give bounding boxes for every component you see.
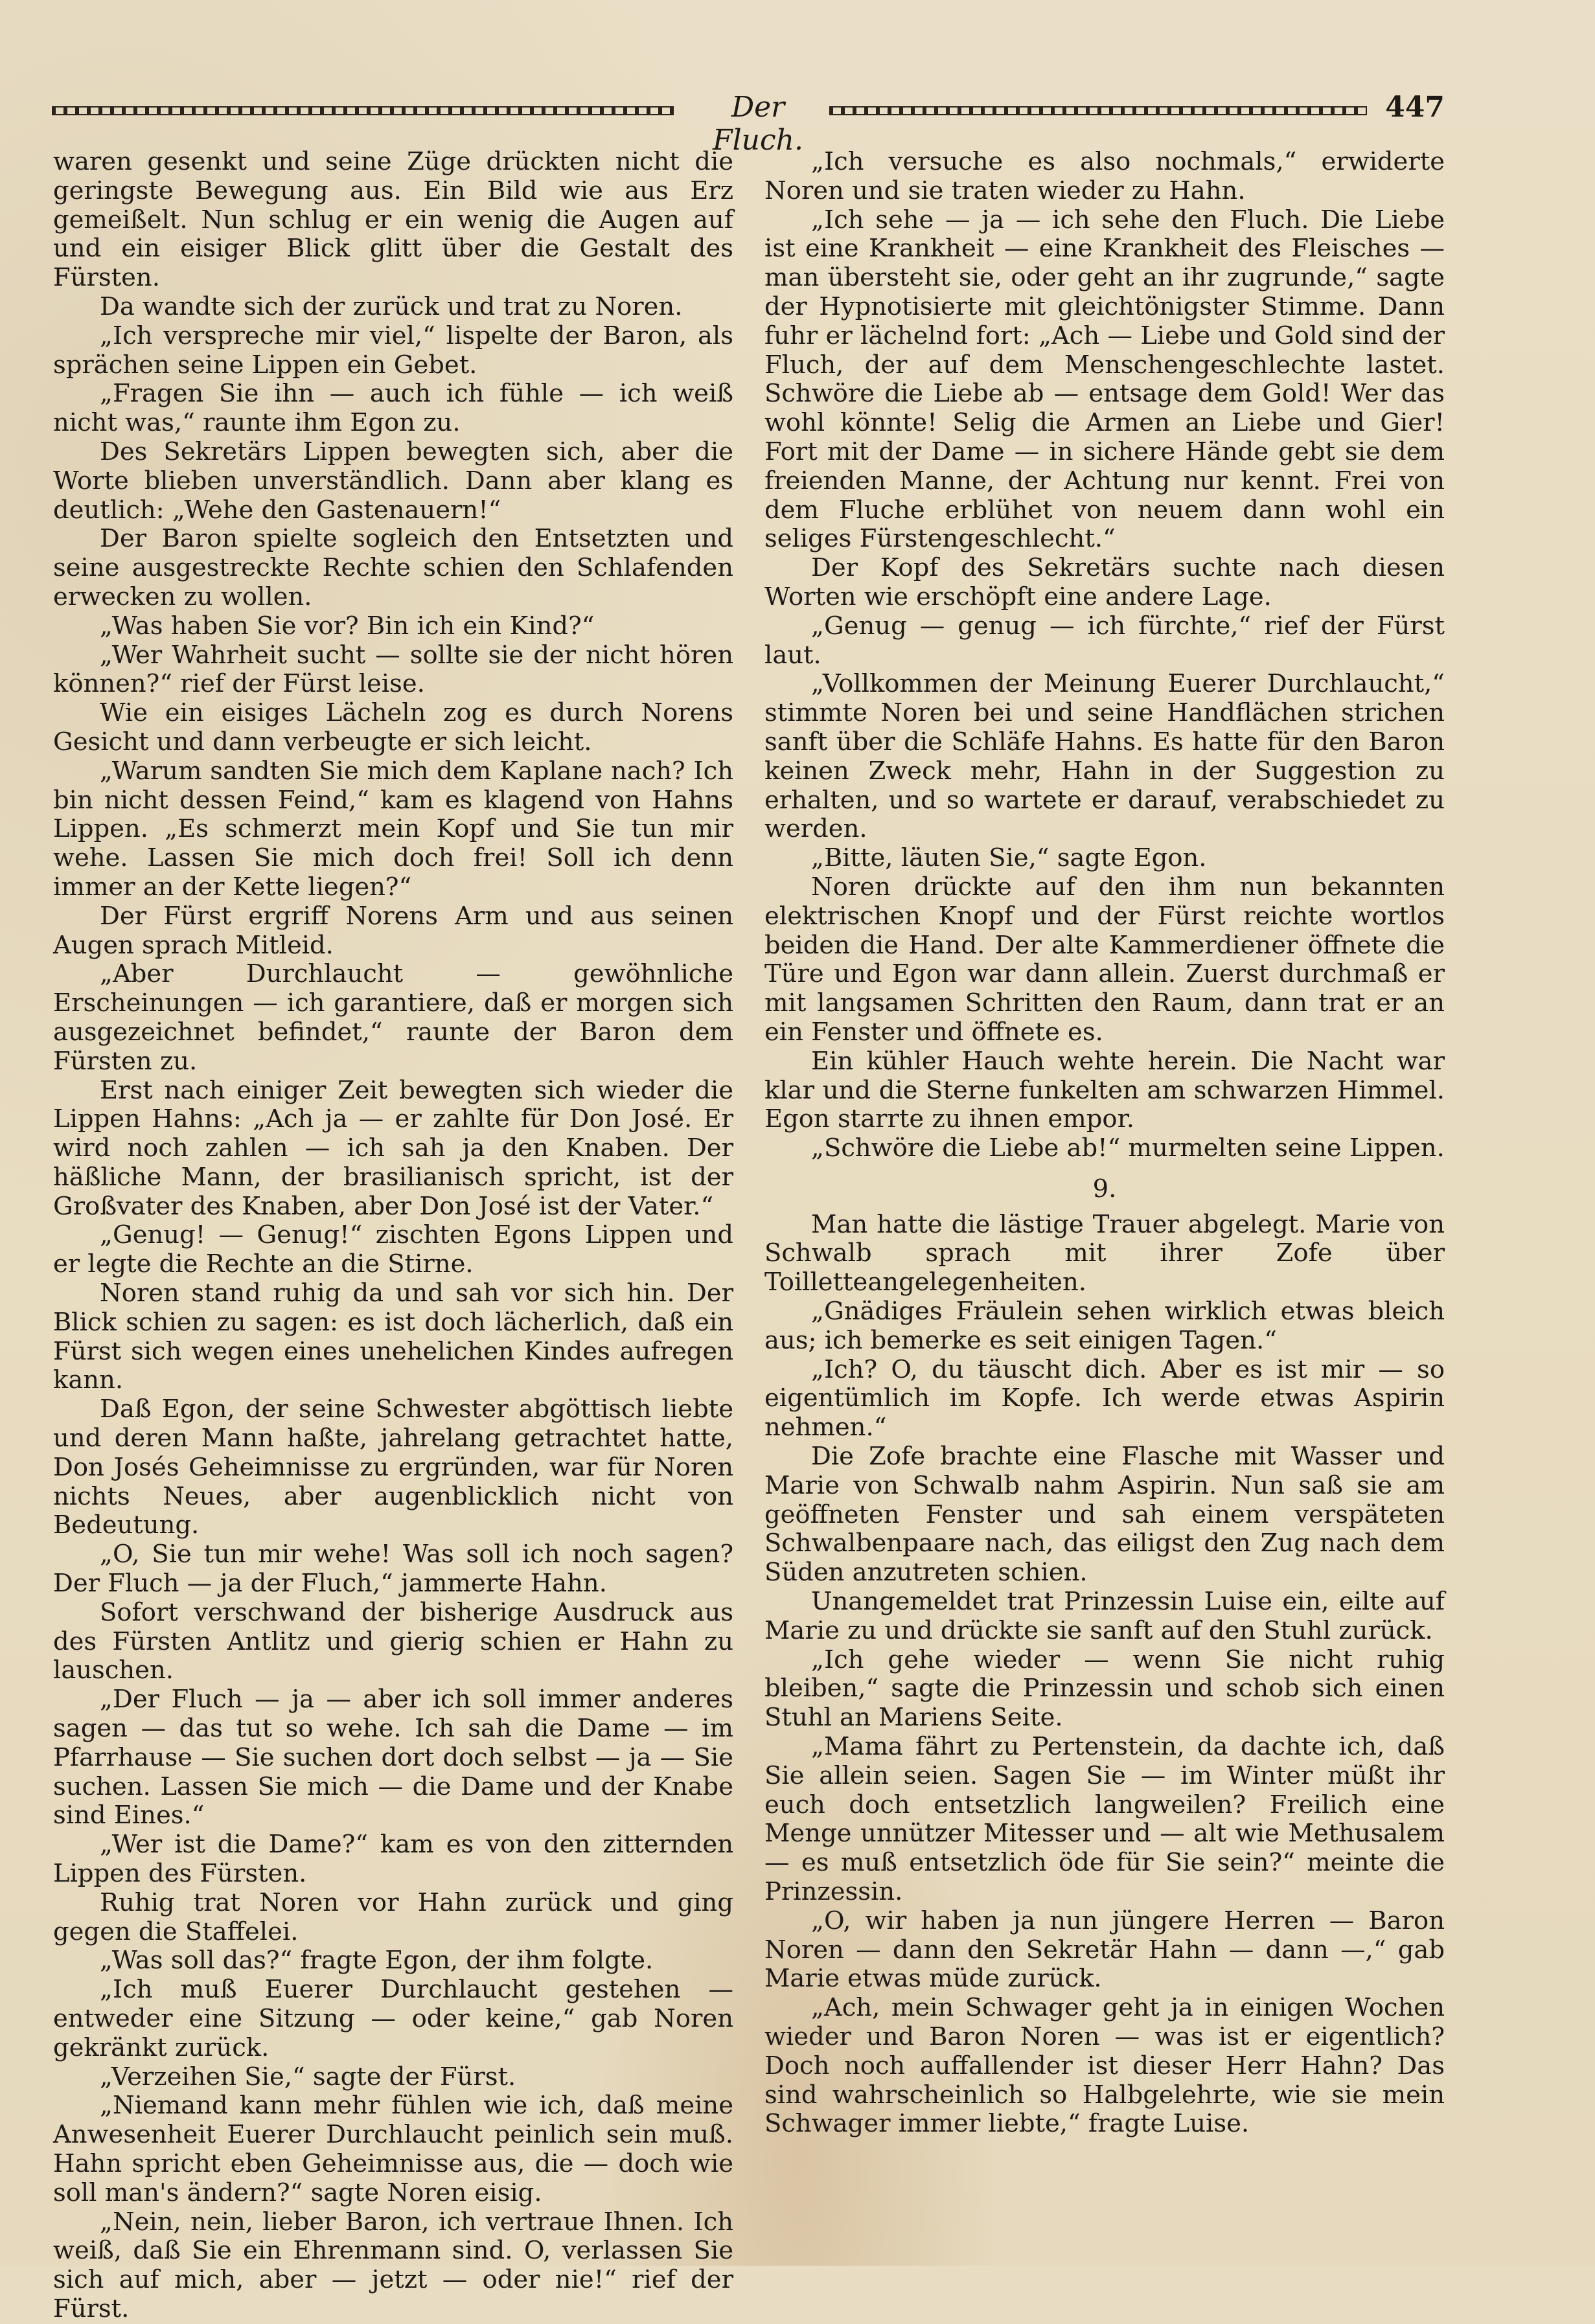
- paragraph: „Ich sehe — ja — ich sehe den Fluch. Die Liebe ist eine Krankheit — eine Krankheit des Fleisches — man übersteht sie, oder geht an ihr zugrunde,“ sagte der Hypnotisierte mit gleichtönigster Stimme. Dann fuhr er lächelnd fort: „Ach — Liebe und Gold sind der Fluch, der auf dem Menschengeschlechte lastet. Schwöre die Liebe ab — entsage dem Gold! Wer das wohl könnte! Selig die Armen an Liebe und Gier! Fort mit der Dame — in sichere Hände gebt sie dem freienden Manne, der Achtung nur kennt. Frei von dem Fluche erblühet von neuem dann wohl ein seliges Fürstengeschlecht.“: [764, 205, 1445, 554]
- header-ornament-left: [52, 106, 674, 115]
- paragraph: Noren drückte auf den ihm nun bekannten elektrischen Knopf und der Fürst reichte wortlos beiden die Hand. Der alte Kammerdiener öffnete die Türe und Egon war dann allein. Zuerst durchmaß er mit langsamen Schritten den Raum, dann trat er an ein Fenster und öffnete es.: [764, 872, 1445, 1047]
- page-number: 447: [1385, 91, 1445, 124]
- header-ornament-right: [829, 106, 1367, 115]
- section-heading: 9.: [1092, 1174, 1117, 1203]
- paragraph: „Nein, nein, lieber Baron, ich vertraue Ihnen. Ich weiß, daß Sie ein Ehrenmann sind. O, verlassen Sie sich auf mich, aber — jetzt — oder nie!“ rief der Fürst.: [53, 2207, 733, 2323]
- paragraph: Da wandte sich der zurück und trat zu Noren.: [100, 291, 683, 321]
- paragraph: „Ich muß Euerer Durchlaucht gestehen — entweder eine Sitzung — oder keine,“ gab Noren gekränkt zurück.: [53, 1975, 733, 2062]
- paragraph: „Ach, mein Schwager geht ja in einigen Wochen wieder und Baron Noren — was ist er eigentlich? Doch noch auffallender ist dieser Herr Hahn? Das sind wahrscheinlich so Halbgelehrte, wie sie mein Schwager immer liebte,“ fragte Luise.: [764, 1993, 1445, 2139]
- paragraph: „Schwöre die Liebe ab!“ murmelten seine Lippen.: [811, 1134, 1445, 1163]
- paragraph: „Genug! — Genug!“ zischten Egons Lippen und er legte die Rechte an die Stirne.: [53, 1220, 733, 1279]
- paragraph: Erst nach einiger Zeit bewegten sich wieder die Lippen Hahns: „Ach ja — er zahlte für Don José. Er wird noch zahlen — ich sah ja den Knaben. Der häßliche Mann, der brasilianisch spricht, ist der Großvater des Knaben, aber Don José ist der Vater.“: [53, 1075, 733, 1221]
- paragraph: waren gesenkt und seine Züge drückten nicht die geringste Bewegung aus. Ein Bild wie aus Erz gemeißelt. Nun schlug er ein wenig die Augen auf und ein eisiger Blick glitt über die Gestalt des Fürsten.: [53, 147, 733, 293]
- running-title: Der Fluch.: [713, 91, 803, 157]
- paragraph: „Wer ist die Dame?“ kam es von den zitternden Lippen des Fürsten.: [53, 1830, 733, 1889]
- left-column: [53, 148, 733, 2324]
- paragraph: „Vollkommen der Meinung Euerer Durchlaucht,“ stimmte Noren bei und seine Handflächen strichen sanft über die Schläfe Hahns. Es hatte für den Baron keinen Zweck mehr, Hahn in der Suggestion zu erhalten, und so wartete er darauf, verabschiedet zu werden.: [764, 669, 1445, 844]
- running-header: [52, 91, 1445, 157]
- paragraph: „Was soll das?“ fragte Egon, der ihm folgte.: [100, 1946, 654, 1976]
- paragraph: Ein kühler Hauch wehte herein. Die Nacht war klar und die Sterne funkelten am schwarzen Himmel. Egon starrte zu ihnen empor.: [764, 1046, 1445, 1134]
- paragraph: „Ich gehe wieder — wenn Sie nicht ruhig bleiben,“ sagte die Prinzessin und schob sich einen Stuhl an Mariens Seite.: [764, 1645, 1445, 1733]
- paragraph: „Fragen Sie ihn — auch ich fühle — ich weiß nicht was,“ raunte ihm Egon zu.: [53, 379, 733, 438]
- paragraph: „Der Fluch — ja — aber ich soll immer anderes sagen — das tut so wehe. Ich sah die Dame — im Pfarrhause — Sie suchen dort doch selbst — ja — Sie suchen. Lassen Sie mich — die Dame und der Knabe sind Eines.“: [53, 1685, 733, 1830]
- paragraph: „Verzeihen Sie,“ sagte der Fürst.: [100, 2062, 516, 2091]
- paragraph: „O, Sie tun mir wehe! Was soll ich noch sagen? Der Fluch — ja der Fluch,“ jammerte Hahn.: [53, 1540, 733, 1599]
- paragraph: „Gnädiges Fräulein sehen wirklich etwas bleich aus; ich bemerke es seit einigen Tagen.“: [764, 1297, 1445, 1355]
- paragraph: „Ich? O, du täuscht dich. Aber es ist mir — so eigentümlich im Kopfe. Ich werde etwas Aspirin nehmen.“: [764, 1354, 1445, 1442]
- paragraph: Der Baron spielte sogleich den Entsetzten und seine ausgestreckte Rechte schien den Schlafenden erwecken zu wollen.: [53, 524, 733, 611]
- paragraph: „Niemand kann mehr fühlen wie ich, daß meine Anwesenheit Euerer Durchlaucht peinlich sein muß. Hahn spricht eben Geheimnisse aus, die — doch wie soll man's ändern?“ sagte Noren eisig.: [53, 2091, 733, 2207]
- paragraph: „O, wir haben ja nun jüngere Herren — Baron Noren — dann den Sekretär Hahn — dann —,“ gab Marie etwas müde zurück.: [764, 1906, 1445, 1994]
- paragraph: „Ich verspreche mir viel,“ lispelte der Baron, als sprächen seine Lippen ein Gebet.: [53, 321, 733, 380]
- paragraph: „Mama fährt zu Pertenstein, da dachte ich, daß Sie allein seien. Sagen Sie — im Winter müßt ihr euch doch entsetzlich langweilen? Freilich eine Menge unnützer Mitesser und — alt wie Methusalem — es muß entsetzlich öde für Sie sein?“ meinte die Prinzessin.: [764, 1732, 1445, 1907]
- paragraph: „Warum sandten Sie mich dem Kaplane nach? Ich bin nicht dessen Feind,“ kam es klagend von Hahns Lippen. „Es schmerzt mein Kopf und Sie tun mir wehe. Lassen Sie mich doch frei! Soll ich denn immer an der Kette liegen?“: [53, 756, 733, 902]
- paragraph: Daß Egon, der seine Schwester abgöttisch liebte und deren Mann haßte, jahrelang getrachtet hatte, Don Josés Geheimnisse zu ergründen, war für Noren nichts Neues, aber augenblicklich nicht von Bedeutung.: [53, 1395, 733, 1540]
- right-column: [764, 148, 1445, 2139]
- paragraph: Der Fürst ergriff Norens Arm und aus seinen Augen sprach Mitleid.: [53, 901, 733, 960]
- paragraph: Noren stand ruhig da und sah vor sich hin. Der Blick schien zu sagen: es ist doch lächerlich, daß ein Fürst sich wegen eines unehelichen Kindes aufregen kann.: [53, 1279, 733, 1395]
- paragraph: „Was haben Sie vor? Bin ich ein Kind?“: [100, 611, 595, 641]
- paragraph: „Wer Wahrheit sucht — sollte sie der nicht hören können?“ rief der Fürst leise.: [53, 640, 733, 699]
- paragraph: Unangemeldet trat Prinzessin Luise ein, eilte auf Marie zu und drückte sie sanft auf den Stuhl zurück.: [764, 1587, 1445, 1645]
- paragraph: „Genug — genug — ich fürchte,“ rief der Fürst laut.: [764, 611, 1445, 670]
- paragraph: Wie ein eisiges Lächeln zog es durch Norens Gesicht und dann verbeugte er sich leicht.: [53, 698, 733, 757]
- paragraph: Die Zofe brachte eine Flasche mit Wasser und Marie von Schwalb nahm Aspirin. Nun saß sie am geöffneten Fenster und sah einem verspäteten Schwalbenpaare nach, das eiligst den Zug nach dem Süden anzutreten schien.: [764, 1442, 1445, 1588]
- paragraph: „Aber Durchlaucht — gewöhnliche Erscheinungen — ich garantiere, daß er morgen sich ausgezeichnet befindet,“ raunte der Baron dem Fürsten zu.: [53, 959, 733, 1076]
- paragraph: Ruhig trat Noren vor Hahn zurück und ging gegen die Staffelei.: [53, 1887, 733, 1946]
- paragraph: Des Sekretärs Lippen bewegten sich, aber die Worte blieben unverständlich. Dann aber klang es deutlich: „Wehe den Gastenauern!“: [53, 437, 733, 525]
- paragraph: Sofort verschwand der bisherige Ausdruck aus des Fürsten Antlitz und gierig schien er Hahn zu lauschen.: [53, 1597, 733, 1685]
- paragraph: „Bitte, läuten Sie,“ sagte Egon.: [811, 843, 1207, 873]
- paragraph: Der Kopf des Sekretärs suchte nach diesen Worten wie erschöpft eine andere Lage.: [764, 553, 1445, 611]
- paragraph: Man hatte die lästige Trauer abgelegt. Marie von Schwalb sprach mit ihrer Zofe über Toilletteangelegenheiten.: [764, 1209, 1445, 1297]
- paragraph: „Ich versuche es also nochmals,“ erwiderte Noren und sie traten wieder zu Hahn.: [764, 147, 1445, 205]
